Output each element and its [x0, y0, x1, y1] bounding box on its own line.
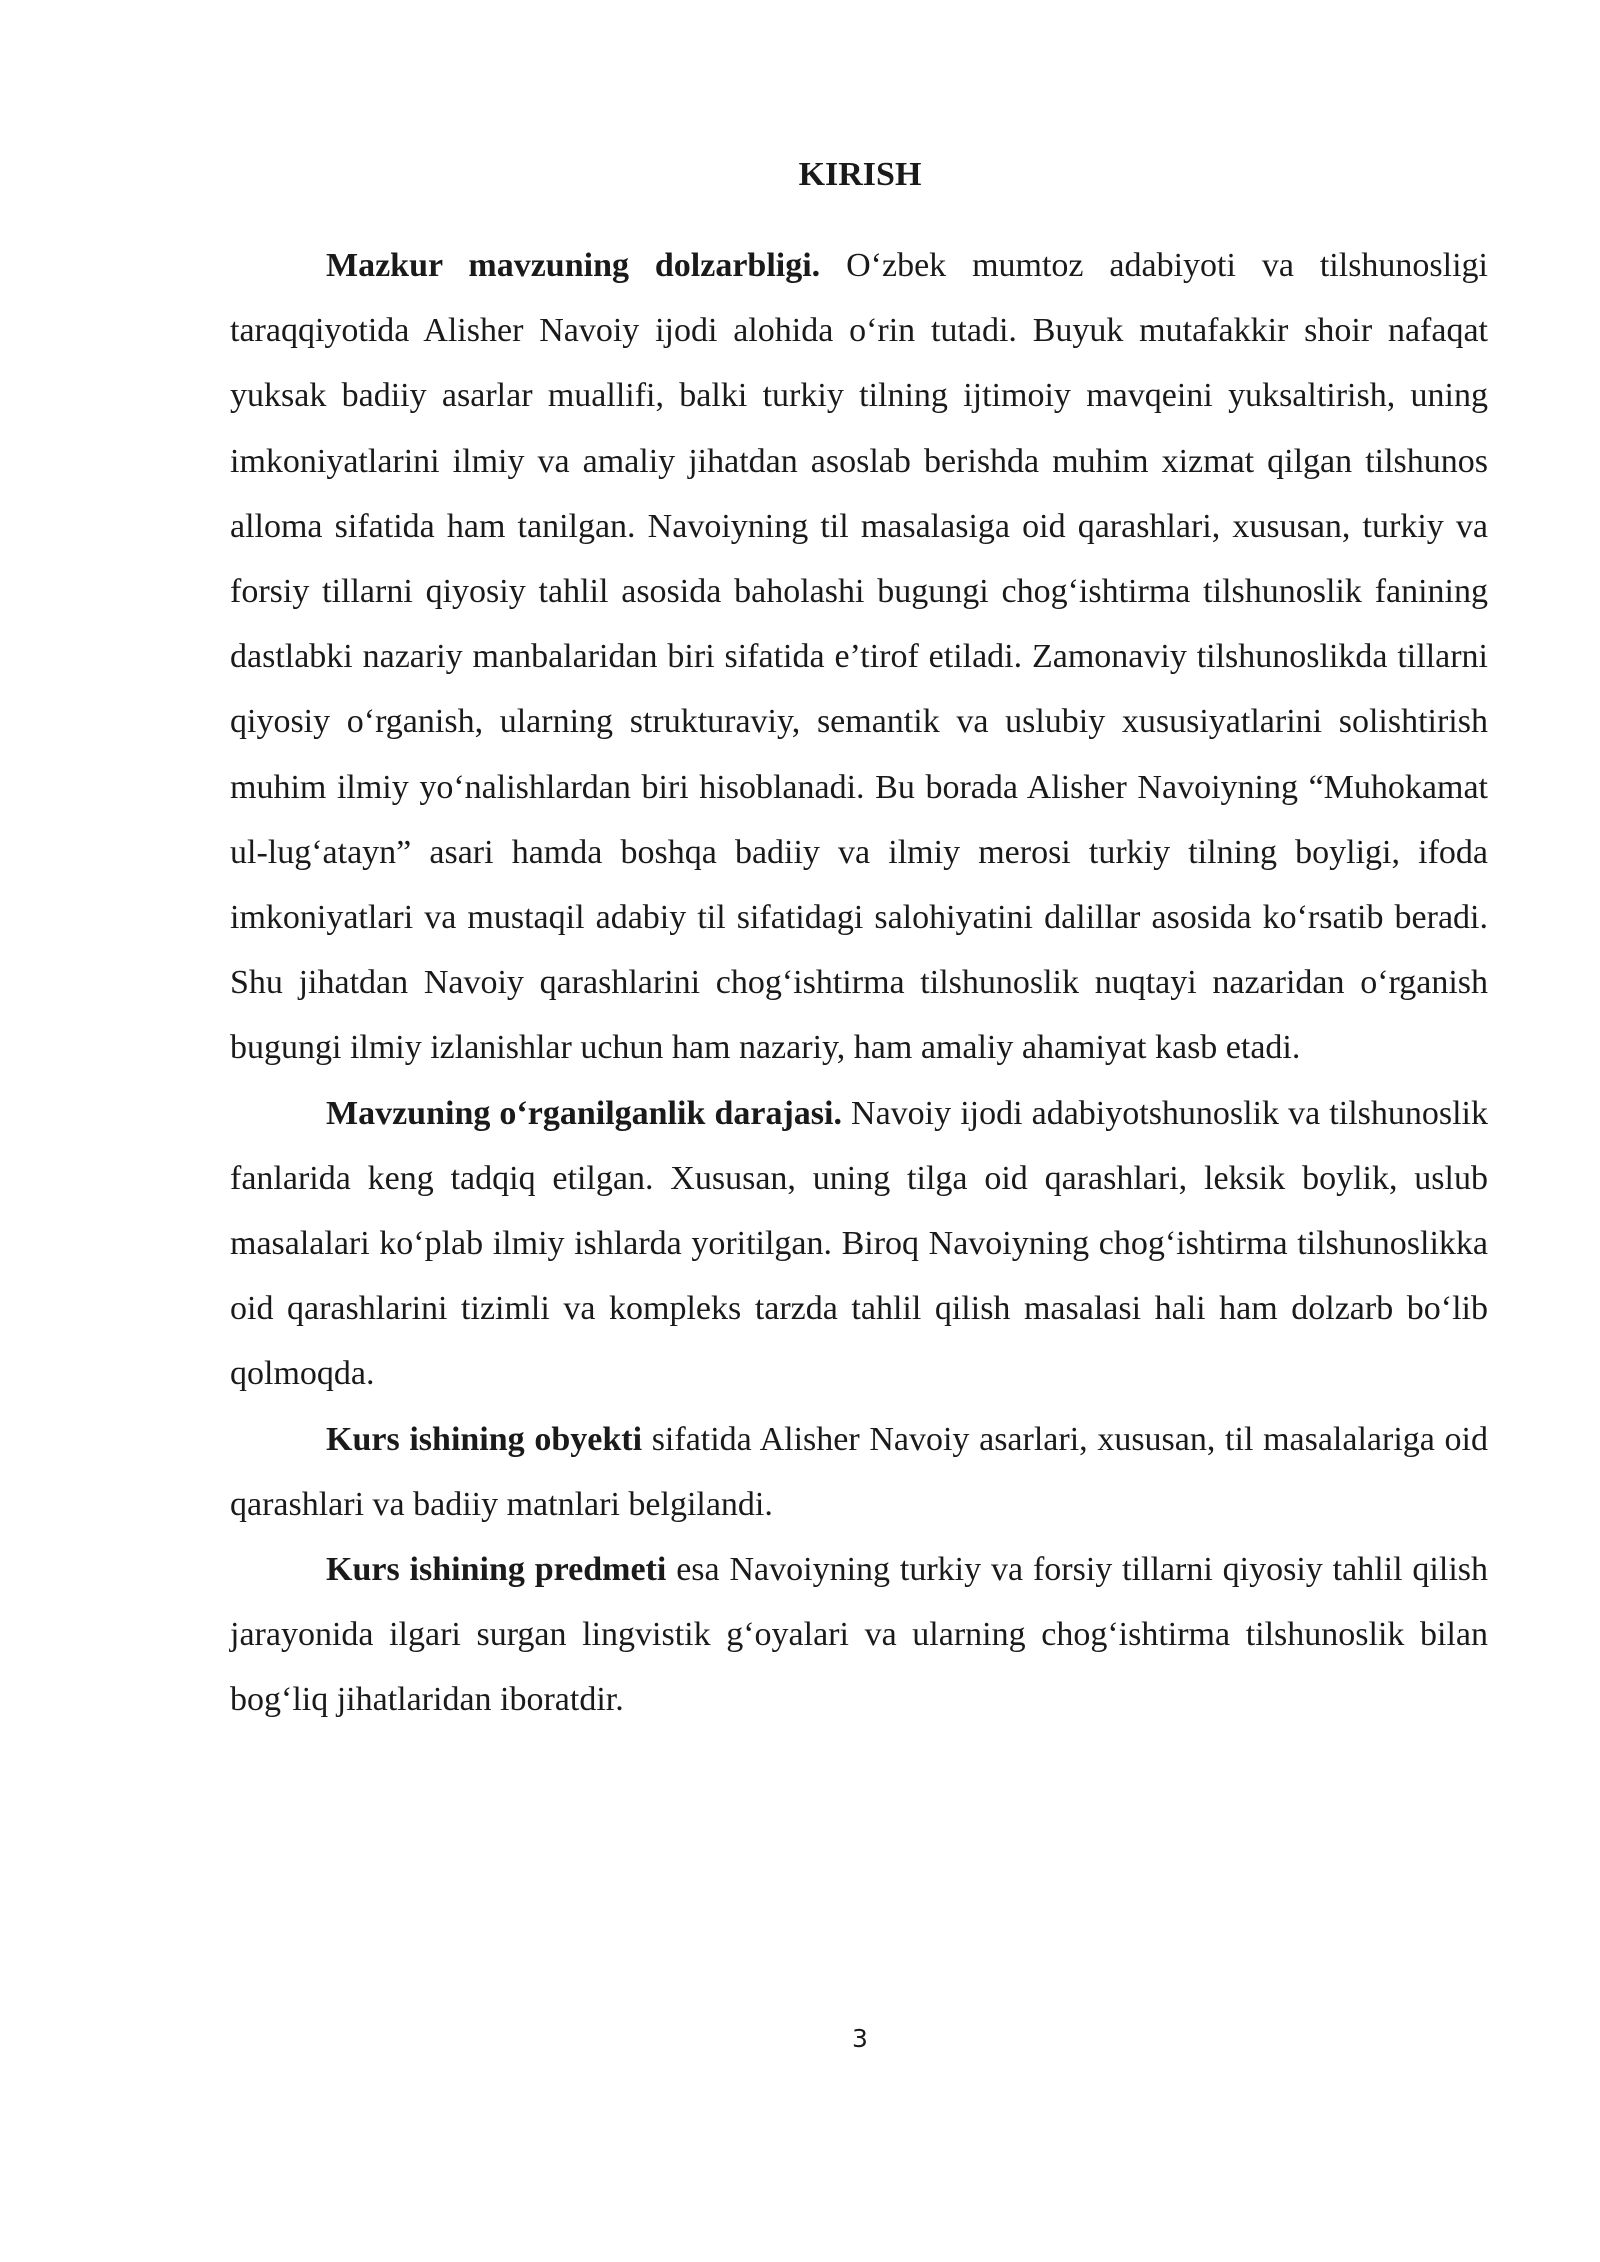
- paragraph-text: esa Navoiyning turkiy va forsiy tillarni qiyosiy tahlil qilish jarayonida ilgari surgan lingvistik g‘oyalari va ularning chog‘ishtirma tilshunoslik bilan bog‘liq jihatlaridan iboratdir.: [230, 1551, 1489, 1719]
- paragraph-lead: Kurs ishining predmeti: [326, 1551, 667, 1589]
- paragraph-lead: Kurs ishining obyekti: [326, 1420, 643, 1458]
- paragraph-text: Navoiy ijodi adabiyotshunoslik va tilshunoslik fanlarida keng tadqiq etilgan. Xususan, uning tilga oid qarashlari, leksik boylik, uslub masalalari ko‘plab ilmiy ishlarda yoritilgan. Biroq Navoiyning chog‘ishtirma tilshunoslikka oid qarashlarini tizimli va kompleks tarzda tahlil qilish masalasi hali ham dolzarb bo‘lib qolmoqda.: [230, 1094, 1488, 1393]
- paragraph-object: [230, 1407, 1488, 1537]
- paragraph-lead: Mavzuning o‘rganilganlik darajasi.: [326, 1094, 842, 1132]
- paragraph-text: O‘zbek mumtoz adabiyoti va tilshunosligi taraqqiyotida Alisher Navoiy ijodi alohida o‘rin tutadi. Buyuk mutafakkir shoir nafaqat yuksak badiiy asarlar muallifi, balki turkiy tilning ijtimoiy mavqeini yuksaltirish, uning imkoniyatlarini ilmiy va amaliy jihatdan asoslab berishda muhim xizmat qilgan tilshunos alloma sifatida ham tanilgan. Navoiyning til masalasiga oid qarashlari, xususan, turkiy va forsiy tillarni qiyosiy tahlil asosida baholashi bugungi chog‘ishtirma tilshunoslik fanining dastlabki nazariy manbalaridan biri sifatida e’tirof etiladi. Zamonaviy tilshunoslikda tillarni qiyosiy o‘rganish, ularning strukturaviy, semantik va uslubiy xususiyatlarini solishtirish muhim ilmiy yo‘nalishlardan biri hisoblanadi. Bu borada Alisher Navoiyning “Muhokamat ul-lug‘atayn” asari hamda boshqa badiiy va ilmiy merosi turkiy tilning boyligi, ifoda imkoniyatlari va mustaqil adabiy til sifatidagi salohiyatini dalillar asosida ko‘rsatib beradi. Shu jihatdan Navoiy qarashlarini chog‘ishtirma tilshunoslik nuqtayi nazaridan o‘rganish bugungi ilmiy izlanishlar uchun ham nazariy, ham amaliy ahamiyat kasb etadi.: [230, 247, 1488, 1067]
- paragraph-text: sifatida Alisher Navoiy asarlari, xususan, til masalalariga oid qarashlari va badiiy matnlari belgilandi.: [230, 1420, 1488, 1523]
- document-body: [230, 233, 1488, 1733]
- paragraph-subject: [230, 1537, 1488, 1733]
- paragraph-lead: Mazkur mavzuning dolzarbligi.: [326, 247, 821, 284]
- page-number: 3: [852, 2024, 868, 2053]
- paragraph-study-degree: [230, 1081, 1488, 1407]
- paragraph-relevance: [230, 233, 1488, 1081]
- page-title: KIRISH: [798, 156, 922, 193]
